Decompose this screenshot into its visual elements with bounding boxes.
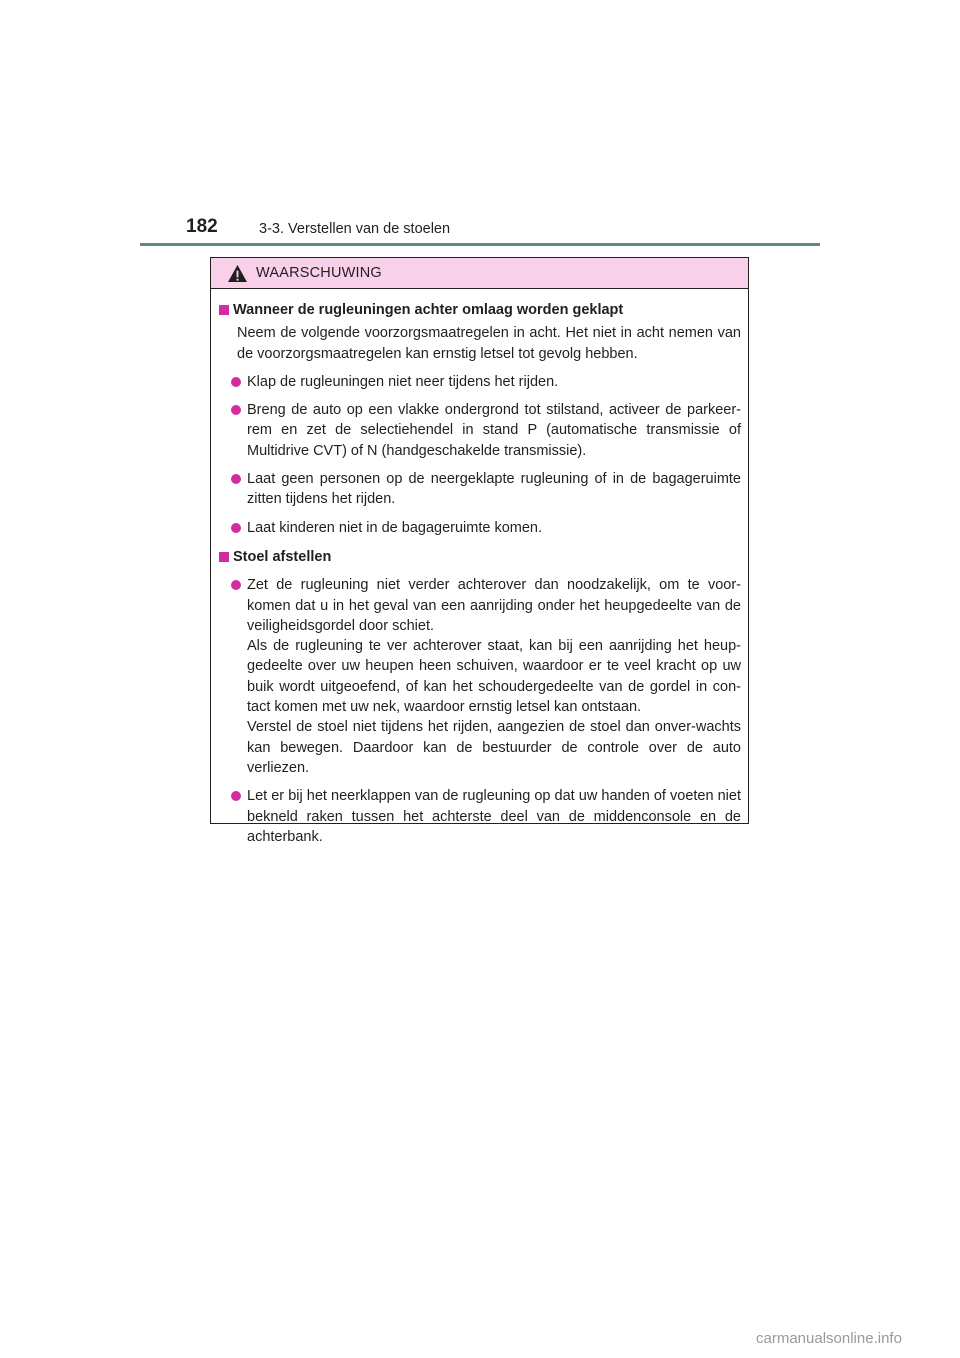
list-item — [231, 400, 741, 461]
list-item-line: Zet de rugleuning niet verder achterover dan noodzakelijk, om te voor-komen dat u in het geval van een aanrijding onder het heupgedeelte van de veiligheidsgordel door schiet. — [247, 577, 741, 634]
section-folding — [218, 300, 741, 538]
section-seat-adjust — [218, 547, 741, 847]
list-item-line: Verstel de stoel niet tijdens het rijden, aangezien de stoel dan onver-wachts kan bewegen. Daardoor kan de bestuurder de controle over de auto verliezen. — [247, 719, 741, 776]
list-item — [231, 469, 741, 510]
warning-header — [211, 258, 748, 289]
list-item-text: Let er bij het neerklappen van de rugleuning op dat uw handen of voeten niet bekneld raken tussen het achterste deel van de middenconsole en de achterbank. — [247, 788, 741, 845]
warning-triangle-icon — [227, 264, 248, 283]
section-paragraph: Neem de volgende voorzorgsmaatregelen in acht. Het niet in acht nemen van de voorzorgsmaatregelen kan ernstig letsel tot gevolg hebben. — [237, 325, 741, 362]
list-item-text: Laat geen personen op de neergeklapte rugleuning of in de bagageruimte zitten tijdens het rijden. — [247, 471, 741, 508]
page-number: 182 — [186, 216, 218, 237]
list-item-text: Laat kinderen niet in de bagageruimte komen. — [247, 519, 543, 536]
list-item-text: Klap de rugleuningen niet neer tijdens het rijden. — [247, 373, 559, 390]
section-heading — [218, 547, 741, 567]
round-bullet-icon — [231, 474, 241, 484]
list-item — [231, 575, 741, 778]
square-bullet-icon — [219, 552, 229, 562]
warning-box — [210, 257, 749, 845]
warning-title: WAARSCHUWING — [256, 265, 382, 281]
round-bullet-icon — [231, 791, 241, 801]
round-bullet-icon — [231, 580, 241, 590]
warning-content — [211, 289, 748, 847]
round-bullet-icon — [231, 523, 241, 533]
list-item — [231, 372, 741, 392]
section-heading-text: Stoel afstellen — [233, 548, 332, 565]
round-bullet-icon — [231, 377, 241, 387]
watermark: carmanualsonline.info — [756, 1330, 902, 1347]
list-item-text: Breng de auto op een vlakke ondergrond tot stilstand, activeer de parkeer-rem en zet de selectiehendel in stand P (automatische transmissie of Multidrive CVT) of N (handgeschakelde transmissie). — [247, 402, 741, 459]
section-heading — [218, 300, 741, 320]
section-title: 3-3. Verstellen van de stoelen — [259, 221, 451, 237]
list-item — [231, 786, 741, 847]
list-item-text — [247, 575, 741, 778]
round-bullet-icon — [231, 405, 241, 415]
header-rule — [140, 243, 820, 246]
list-item — [231, 518, 741, 538]
section-heading-text: Wanneer de rugleuningen achter omlaag worden geklapt — [233, 302, 624, 318]
list-item-line: Als de rugleuning te ver achterover staat, kan bij een aanrijding het heup-gedeelte over uw heupen heen schuiven, waardoor er te veel kracht op uw buik wordt uitgeoefend, of kan het schoudergedeelte van de gordel in con-tact komen met uw nek, waardoor ernstig letsel kan ontstaan. — [247, 638, 741, 716]
square-bullet-icon — [219, 305, 229, 315]
